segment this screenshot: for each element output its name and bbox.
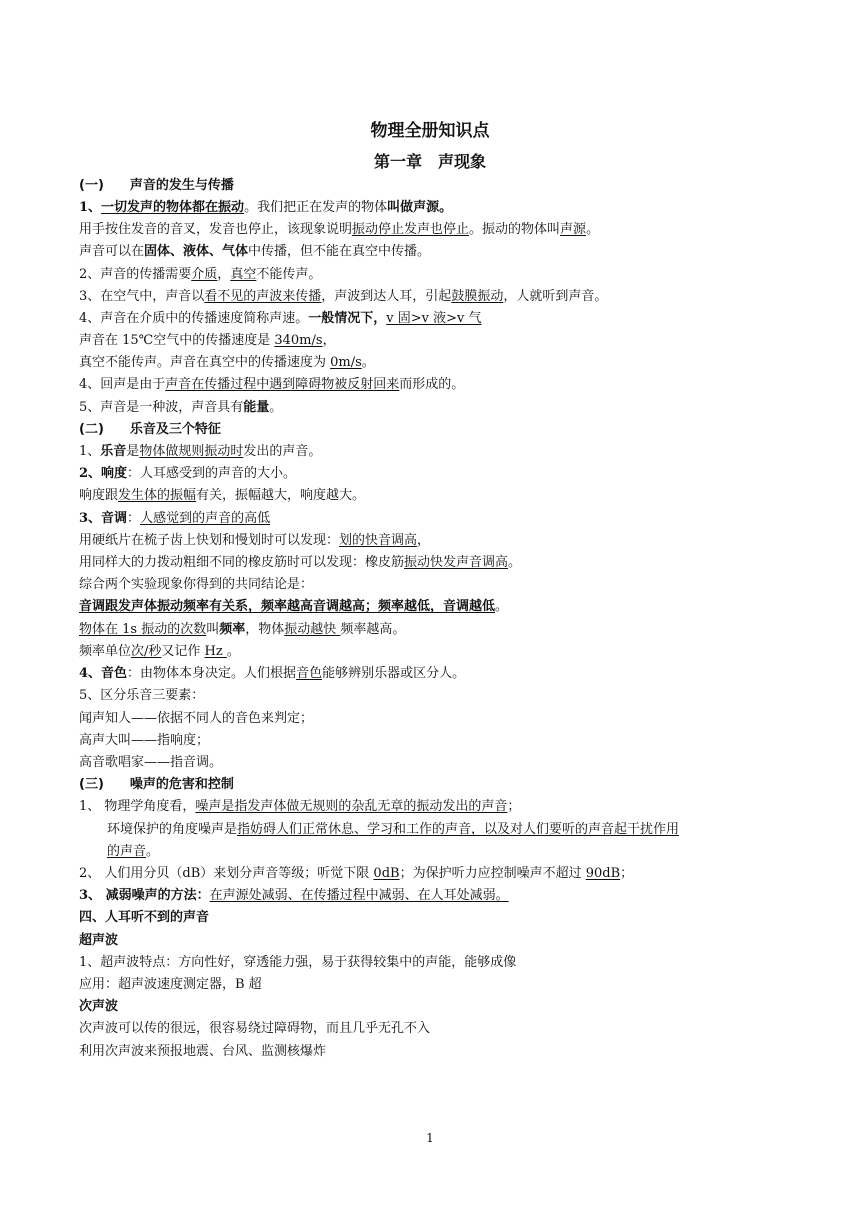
text-run: 1、超声波特点：方向性好，穿透能力强，易于获得较集中的声能，能够成像 (79, 955, 517, 970)
text-line (79, 1020, 789, 1037)
text-run: 3、音调 (79, 511, 128, 526)
text-run: 4、音色 (79, 666, 128, 681)
text-run: 。 (146, 844, 160, 859)
text-run: 有关，振幅越大，响度越大。 (196, 488, 366, 503)
text-run: 环境保护的角度噪声是 (107, 822, 238, 837)
text-run: 声音可以在 (79, 244, 145, 259)
text-line (79, 798, 789, 815)
text-run: 指妨碍人们正常休息、学习和工作的声音，以及对人们要听的声音起干扰作用 (237, 822, 680, 837)
text-run: 2、响度 (79, 466, 128, 481)
text-run: 而形成的。 (399, 377, 465, 392)
text-run: 。 (586, 222, 600, 237)
text-run: 2、 人们用分贝（dB）来划分声音等级；听觉下限 (79, 866, 374, 881)
text-run: 声音在传播过程中遇到障碍物被反射回来 (165, 377, 400, 392)
text-run: 真空不能传声。声音在真空中的传播速度为 (79, 355, 331, 370)
text-run: 叫做声源。 (387, 200, 453, 215)
text-run: 频率越高。 (340, 622, 406, 637)
text-run: 340m/s (274, 333, 323, 348)
text-run: 声音在 15℃空气中的传播速度是 (79, 333, 275, 348)
text-line (79, 332, 789, 349)
text-run: 4、回声是由于 (79, 377, 166, 392)
text-run: 一般情况下， (308, 311, 387, 326)
text-line (79, 199, 789, 216)
text-line (79, 554, 789, 571)
text-run: 振动快发声音调高 (404, 555, 509, 570)
text-run: 能够辨别乐器或区分人。 (322, 666, 466, 681)
text-run: 不能传声。 (256, 267, 322, 282)
chapter-title: 第一章 声现象 (373, 152, 486, 171)
text-line (79, 732, 789, 749)
text-line (79, 177, 789, 194)
text-run: 振动越快 (284, 622, 341, 637)
text-line (79, 998, 789, 1015)
text-run: 闻声知人——依据不同人的音色来判定； (79, 711, 314, 726)
text-run: 次/秒 (131, 644, 162, 659)
text-run: 2、声音的传播需要 (79, 267, 192, 282)
text-run: (三) 噪声的危害和控制 (79, 777, 234, 792)
text-run: 。振动的物体叫 (469, 222, 561, 237)
text-run: 物体做规则振动时 (139, 444, 244, 459)
text-run: 应用：超声波速度测定器，B 超 (79, 977, 262, 992)
text-run: 综合两个实验现象你得到的共同结论是： (79, 577, 314, 592)
text-run: 固体、液体、气体 (144, 244, 249, 259)
text-run: 频率单位 (79, 644, 132, 659)
text-line (79, 776, 789, 793)
text-line (79, 665, 789, 682)
text-run: 3、在空气中，声音以 (79, 289, 205, 304)
text-run: v 固>v 液>v 气 (386, 311, 482, 326)
text-run: 发出的声音。 (243, 444, 322, 459)
text-line (79, 532, 789, 549)
text-run: ； (620, 866, 634, 881)
text-run: ，物体 (245, 622, 285, 637)
text-line (79, 598, 789, 615)
text-run: 真空 (230, 267, 257, 282)
text-line (79, 465, 789, 482)
text-line (79, 487, 789, 504)
text-run: 叫 (206, 622, 220, 637)
text-run: Hz (204, 644, 227, 659)
text-run: 噪声是指发声体做无规则的杂乱无章的振动发出的声音 (195, 799, 508, 814)
text-run: 0dB (373, 866, 400, 881)
text-run: 利用次声波来预报地震、台风、监测核爆炸 (79, 1044, 327, 1059)
text-run: 人感觉到的声音的高低 (140, 511, 271, 526)
text-run: 振动停止发声也停止 (352, 222, 470, 237)
text-run: 。 (495, 599, 509, 614)
text-run: 是 (126, 444, 140, 459)
text-line (79, 643, 789, 660)
text-line (79, 576, 789, 593)
text-run: 介质 (191, 267, 218, 282)
text-line (79, 887, 789, 904)
text-run: ； (507, 799, 521, 814)
text-line (79, 399, 789, 416)
text-run: 又记作 (161, 644, 205, 659)
text-line (79, 443, 789, 460)
text-run: 次声波 (79, 999, 119, 1014)
text-run: 0m/s (330, 355, 362, 370)
text-line (79, 932, 789, 949)
text-run: ：由物体本身决定。人们根据 (127, 666, 297, 681)
text-run: 一切发声的物体都在振动 (101, 200, 245, 215)
text-line (79, 510, 789, 527)
text-run: (二) 乐音及三个特征 (79, 422, 221, 437)
text-line (79, 710, 789, 727)
text-line (79, 376, 789, 393)
text-run: 超声波 (79, 933, 119, 948)
text-run: 。我们把正在发声的物体 (244, 200, 388, 215)
text-line (79, 266, 789, 283)
text-run: 声源 (560, 222, 587, 237)
document-title: 物理全册知识点 (370, 121, 490, 141)
text-run: 中传播，但不能在真空中传播。 (248, 244, 431, 259)
text-line (107, 821, 817, 838)
text-run: (一) 声音的发生与传播 (79, 178, 234, 193)
text-line (79, 954, 789, 971)
text-run: 四、人耳听不到的声音 (79, 910, 210, 925)
text-run: 发生体的振幅 (118, 488, 197, 503)
text-line (79, 621, 789, 638)
text-run: 。 (269, 400, 283, 415)
text-run: 高音歌唱家——指音调。 (79, 755, 223, 770)
text-run: 的声音 (107, 844, 147, 859)
text-run: 5、区分乐音三要素： (79, 688, 205, 703)
text-run: 。 (226, 644, 240, 659)
text-line (79, 354, 789, 371)
text-run: 频率 (219, 622, 246, 637)
text-line (79, 221, 789, 238)
text-line (79, 1043, 789, 1060)
text-line (79, 865, 789, 882)
text-run: 乐音 (100, 444, 127, 459)
text-run: 看不见的声波来传播 (204, 289, 322, 304)
text-run: ， (417, 533, 431, 548)
text-run: ：人耳感受到的声音的大小。 (127, 466, 297, 481)
text-run: 划的快音调高 (339, 533, 418, 548)
text-run: 3、 减弱噪声的方法： (79, 888, 210, 903)
text-run: 用硬纸片在梳子齿上快划和慢划时可以发现： (79, 533, 340, 548)
text-run: 响度跟 (79, 488, 119, 503)
text-run: 音调跟发声体振动频率有关系，频率越高音调越高；频率越低，音调越低 (79, 599, 496, 614)
text-line (79, 421, 789, 438)
text-line (107, 843, 817, 860)
text-line (79, 243, 789, 260)
page-number: 1 (426, 1131, 434, 1145)
text-run: ，人就听到声音。 (503, 289, 608, 304)
text-run: 1、 (79, 444, 101, 459)
text-run: 次声波可以传的很远，很容易绕过障碍物，而且几乎无孔不入 (79, 1021, 431, 1036)
text-line (79, 288, 789, 305)
text-line (79, 310, 789, 327)
text-run: 在声源处减弱、在传播过程中减弱、在人耳处减弱。 (209, 888, 509, 903)
text-line (79, 687, 789, 704)
text-run: 物体在 1s 振动的次数 (79, 622, 207, 637)
text-run: ， (217, 267, 231, 282)
text-run: 。 (361, 355, 375, 370)
text-run: 1、 物理学角度看， (79, 799, 196, 814)
text-run: 用手按住发音的音叉，发音也停止，该现象说明 (79, 222, 353, 237)
text-run: 鼓膜振动 (451, 289, 504, 304)
text-run: 用同样大的力拨动粗细不同的橡皮筋时可以发现：橡皮筋 (79, 555, 405, 570)
text-run: ，声波到达人耳，引起 (321, 289, 452, 304)
text-run: 高声大叫——指响度； (79, 733, 210, 748)
text-run: 90dB (585, 866, 621, 881)
text-run: 。 (508, 555, 522, 570)
text-line (79, 909, 789, 926)
text-run: 1、 (79, 200, 102, 215)
text-run: ， (322, 333, 336, 348)
text-run: 音色 (296, 666, 323, 681)
text-run: 能量 (243, 400, 270, 415)
text-run: 5、声音是一种波，声音具有 (79, 400, 244, 415)
text-run: ；为保护听力应控制噪声不超过 (399, 866, 586, 881)
text-line (79, 754, 789, 771)
text-line (79, 976, 789, 993)
text-run: ： (127, 511, 141, 526)
text-run: 4、声音在介质中的传播速度简称声速。 (79, 311, 309, 326)
